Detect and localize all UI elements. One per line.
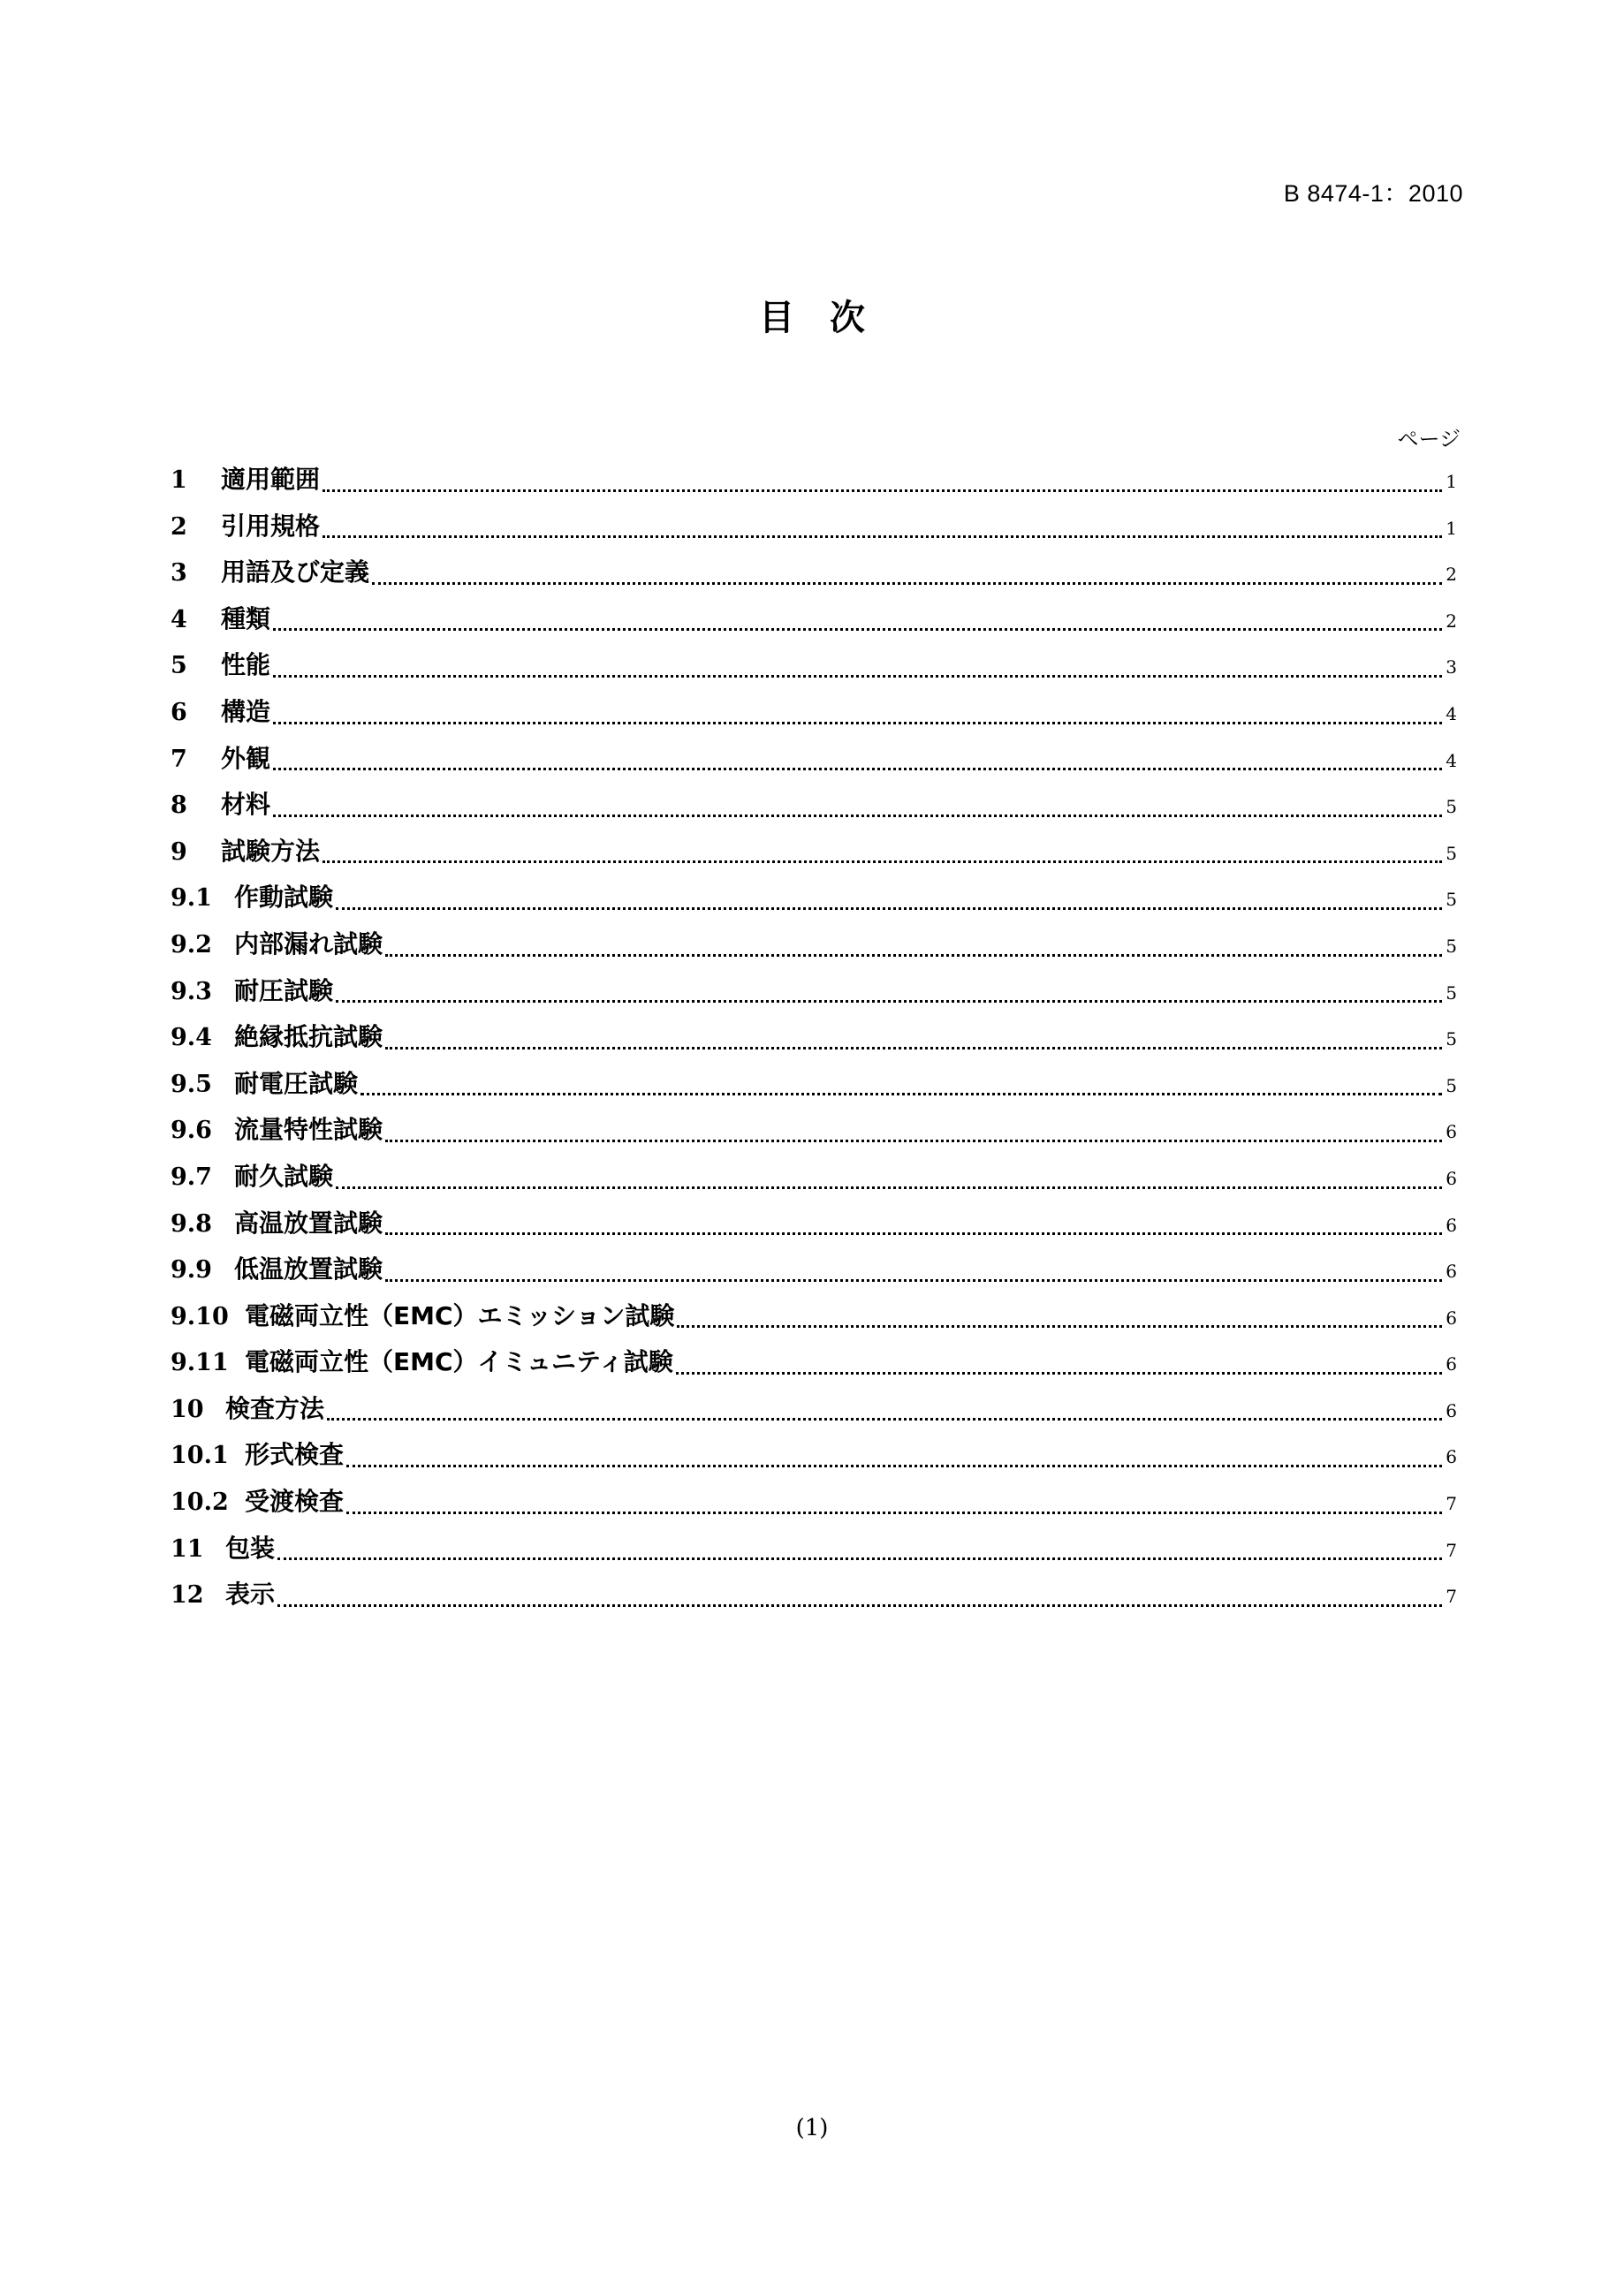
toc-entry-title: 検査方法 xyxy=(225,1393,325,1423)
dot-leader xyxy=(277,1604,1442,1607)
toc-entry[interactable] xyxy=(171,1247,1457,1293)
toc-entry-number: 9.10 xyxy=(171,1302,229,1330)
dot-leader xyxy=(677,1325,1442,1328)
toc-entry-page: 5 xyxy=(1446,842,1457,864)
dot-leader xyxy=(385,1047,1442,1049)
dot-leader xyxy=(273,815,1442,817)
toc-entry-page: 6 xyxy=(1446,1399,1457,1421)
toc-entry[interactable] xyxy=(171,549,1457,596)
toc-entry-page: 6 xyxy=(1446,1353,1457,1375)
toc-entry-title: 耐圧試験 xyxy=(234,975,334,1005)
toc-entry-title: 低温放置試験 xyxy=(234,1254,383,1284)
toc-entry-number: 9 xyxy=(171,837,187,866)
toc-entry-number: 2 xyxy=(171,512,187,541)
toc-entry-title: 耐電圧試験 xyxy=(234,1068,359,1098)
toc-entry-number: 8 xyxy=(171,792,187,820)
dot-leader xyxy=(336,907,1442,910)
dot-leader xyxy=(323,860,1442,863)
toc-entry-number: 9.1 xyxy=(171,884,212,913)
toc-entry-title: 性能 xyxy=(221,650,271,680)
toc-entry[interactable] xyxy=(171,1386,1457,1433)
toc-entry-number: 9.11 xyxy=(171,1349,229,1377)
dot-leader xyxy=(336,1000,1442,1003)
dot-leader xyxy=(277,1557,1442,1560)
toc-entry[interactable] xyxy=(171,1526,1457,1572)
toc-entry-number: 4 xyxy=(171,605,187,633)
dot-leader xyxy=(385,1279,1442,1282)
toc-entry-page: 2 xyxy=(1446,610,1457,632)
toc-entry-title: 種類 xyxy=(221,603,271,633)
toc-entry-number: 12 xyxy=(171,1581,204,1610)
dot-leader xyxy=(327,1418,1442,1421)
toc-entry-number: 7 xyxy=(171,745,187,773)
toc-entry-page: 5 xyxy=(1446,889,1457,911)
toc-entry-page: 5 xyxy=(1446,1074,1457,1096)
toc-entry[interactable] xyxy=(171,736,1457,783)
dot-leader xyxy=(273,768,1442,770)
dot-leader xyxy=(323,489,1442,492)
toc-entry-number: 9.3 xyxy=(171,977,212,1005)
toc-entry-title: 構造 xyxy=(221,696,271,726)
toc-entry-number: 6 xyxy=(171,698,187,726)
toc-entry-title: 引用規格 xyxy=(221,511,321,541)
dot-leader xyxy=(360,1093,1442,1095)
dot-leader xyxy=(346,1512,1442,1514)
toc-entry-title: 材料 xyxy=(221,790,271,820)
toc-entry-page: 5 xyxy=(1446,1028,1457,1050)
toc-entry-title: 包装 xyxy=(225,1533,276,1563)
toc-entry[interactable] xyxy=(171,875,1457,921)
page-title: 目 次 xyxy=(759,298,865,338)
toc-entry-number: 9.9 xyxy=(171,1256,212,1284)
dot-leader xyxy=(385,1140,1442,1142)
toc-entry-page: 6 xyxy=(1446,1167,1457,1189)
toc-entry-page: 6 xyxy=(1446,1261,1457,1283)
toc-entry[interactable] xyxy=(171,1201,1457,1247)
toc-entry[interactable] xyxy=(171,968,1457,1015)
toc-entry-page: 7 xyxy=(1446,1586,1457,1608)
toc-entry-title: 流量特性試験 xyxy=(234,1115,383,1145)
toc-entry-title: 外観 xyxy=(221,743,271,773)
toc-entry[interactable] xyxy=(171,921,1457,968)
dot-leader xyxy=(273,628,1442,631)
page-number: (1) xyxy=(795,2115,829,2141)
dot-leader xyxy=(676,1372,1442,1375)
toc-entry-page: 4 xyxy=(1446,749,1457,771)
toc-entry[interactable] xyxy=(171,504,1457,550)
toc-entry-page: 3 xyxy=(1446,656,1457,678)
toc-entry-title: 用語及び定義 xyxy=(221,557,370,587)
toc-entry-title: 内部漏れ試験 xyxy=(234,928,383,959)
toc-entry[interactable] xyxy=(171,829,1457,875)
document-code: B 8474-1：2010 xyxy=(1283,180,1463,207)
dot-leader xyxy=(273,675,1442,678)
toc-entry-page: 6 xyxy=(1446,1307,1457,1329)
toc-entry[interactable] xyxy=(171,1572,1457,1618)
toc-entry[interactable] xyxy=(171,1293,1457,1340)
toc-entry-page: 1 xyxy=(1446,471,1457,492)
toc-entry-number: 9.6 xyxy=(171,1117,212,1145)
toc-entry-title: 電磁両立性（EMC）エミッション試験 xyxy=(245,1300,675,1330)
dot-leader xyxy=(385,1232,1442,1235)
dot-leader xyxy=(323,535,1442,538)
toc-entry-page: 6 xyxy=(1446,1121,1457,1143)
toc-entry-number: 11 xyxy=(171,1534,204,1563)
toc-entry-page: 7 xyxy=(1446,1493,1457,1515)
toc-entry-page: 6 xyxy=(1446,1446,1457,1468)
toc-entry-title: 試験方法 xyxy=(221,836,321,866)
dot-leader xyxy=(336,1186,1442,1189)
toc-entry-number: 9.4 xyxy=(171,1024,212,1052)
toc-entry-page: 1 xyxy=(1446,517,1457,539)
toc-entry[interactable] xyxy=(171,596,1457,643)
toc-entry-page: 6 xyxy=(1446,1214,1457,1236)
toc-entry-title: 作動試験 xyxy=(234,883,334,913)
toc-entry-number: 3 xyxy=(171,559,187,587)
toc-entry-page: 5 xyxy=(1446,981,1457,1004)
toc-entry-number: 5 xyxy=(171,652,187,680)
toc-entry[interactable] xyxy=(171,1014,1457,1061)
toc-entry[interactable] xyxy=(171,1479,1457,1526)
toc-entry-title: 絶縁抵抗試験 xyxy=(234,1022,383,1052)
toc-entry-number: 10.1 xyxy=(171,1442,229,1470)
toc-entry-title: 耐久試験 xyxy=(234,1161,334,1191)
page-column-label: ページ xyxy=(1397,427,1461,451)
toc-entry-number: 9.7 xyxy=(171,1163,212,1191)
toc-entry-number: 10 xyxy=(171,1395,204,1423)
toc-entry[interactable] xyxy=(171,1432,1457,1479)
dot-leader xyxy=(372,582,1442,585)
toc-entry-number: 10.2 xyxy=(171,1489,229,1517)
table-of-contents xyxy=(171,457,1457,1618)
toc-entry-title: 受渡検査 xyxy=(245,1487,345,1517)
toc-entry-number: 9.8 xyxy=(171,1209,212,1238)
toc-entry-title: 表示 xyxy=(225,1580,276,1610)
dot-leader xyxy=(346,1465,1442,1467)
toc-entry-title: 高温放置試験 xyxy=(234,1208,383,1238)
toc-entry[interactable] xyxy=(171,689,1457,736)
dot-leader xyxy=(385,954,1442,957)
toc-entry-page: 2 xyxy=(1446,564,1457,586)
toc-entry[interactable] xyxy=(171,782,1457,829)
toc-entry[interactable] xyxy=(171,457,1457,504)
dot-leader xyxy=(273,722,1442,724)
toc-entry-number: 1 xyxy=(171,466,187,494)
toc-entry[interactable] xyxy=(171,1061,1457,1108)
toc-entry[interactable] xyxy=(171,642,1457,689)
toc-entry-title: 適用範囲 xyxy=(221,465,321,494)
toc-entry-page: 7 xyxy=(1446,1539,1457,1561)
toc-entry-number: 9.5 xyxy=(171,1070,212,1098)
toc-entry-number: 9.2 xyxy=(171,930,212,959)
toc-entry[interactable] xyxy=(171,1339,1457,1386)
toc-entry-page: 5 xyxy=(1446,935,1457,957)
toc-entry-title: 形式検査 xyxy=(245,1440,345,1470)
toc-entry[interactable] xyxy=(171,1154,1457,1201)
toc-entry-title: 電磁両立性（EMC）イミュニティ試験 xyxy=(245,1347,673,1377)
toc-entry[interactable] xyxy=(171,1107,1457,1154)
toc-entry-page: 5 xyxy=(1446,796,1457,818)
toc-entry-page: 4 xyxy=(1446,702,1457,724)
